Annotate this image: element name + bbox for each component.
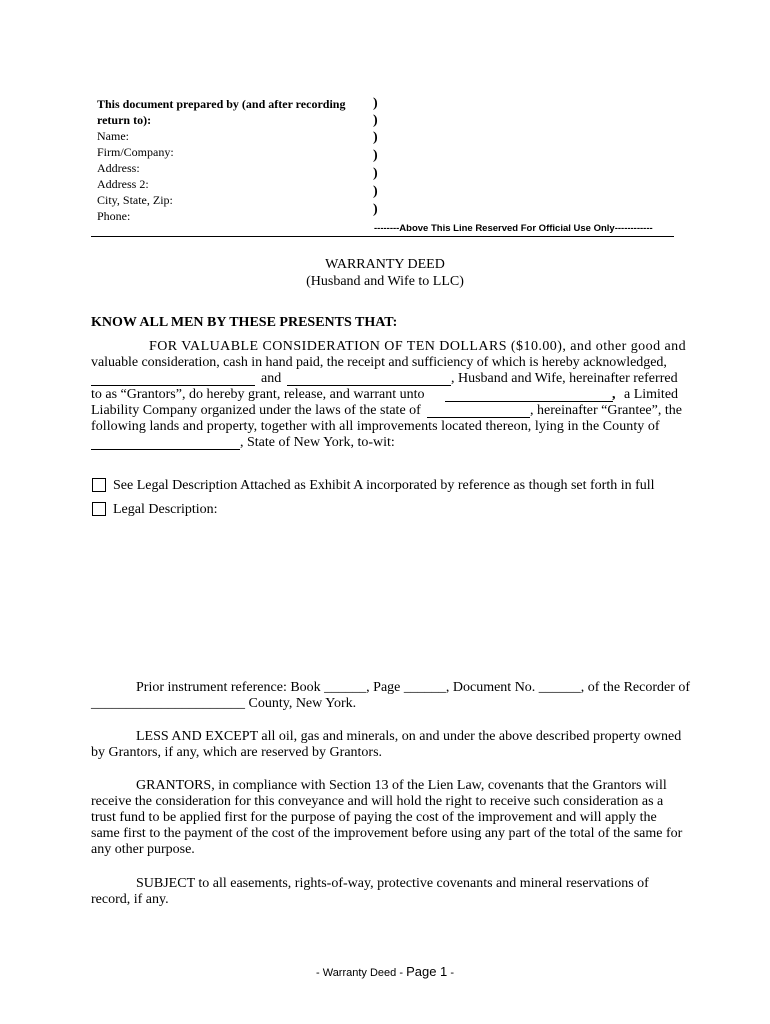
footer-suffix: -	[447, 967, 454, 979]
document-title: WARRANTY DEED	[325, 257, 445, 272]
subject-line-2: record, if any.	[91, 892, 169, 907]
paren-3: )	[373, 130, 378, 145]
know-all-heading: KNOW ALL MEN BY THESE PRESENTS THAT:	[91, 315, 398, 330]
exhibit-checkbox[interactable]	[92, 478, 106, 492]
name-field-label: Name:	[97, 129, 129, 143]
less-except-line-2: by Grantors, if any, which are reserved by Grantors.	[91, 745, 383, 760]
limited-text: a Limited	[624, 387, 679, 402]
paren-2: )	[373, 113, 378, 128]
page-footer	[0, 964, 770, 979]
consideration-line-5	[91, 402, 680, 419]
firm-field-label: Firm/Company:	[97, 145, 174, 159]
consideration-line-4	[91, 386, 680, 403]
phone-field-label: Phone:	[97, 209, 131, 223]
county-blank[interactable]	[91, 437, 240, 450]
address2-field-label: Address 2:	[97, 177, 149, 191]
official-use-label: --------Above This Line Reserved For Official Use Only------------	[374, 223, 653, 234]
grant-release-text: to as “Grantors”, do hereby grant, release, and warrant unto	[91, 387, 425, 402]
paren-4: )	[373, 148, 378, 163]
llc-name-blank[interactable]	[445, 389, 613, 402]
grantee-text: , hereinafter “Grantee”, the	[530, 403, 682, 418]
paren-1: )	[373, 96, 378, 111]
less-except-line-1: LESS AND EXCEPT all oil, gas and minerals, on and under the above described property owned	[136, 729, 682, 744]
grantor-2-blank[interactable]	[287, 373, 451, 386]
llc-comma: ,	[612, 387, 616, 402]
prior-instrument-line-2: ______________________ County, New York.	[91, 696, 357, 711]
and-text: and	[261, 371, 282, 386]
document-subtitle: (Husband and Wife to LLC)	[306, 274, 464, 289]
consideration-line-2: valuable consideration, cash in hand paid, the receipt and sufficiency of which is hereby acknowledged,	[91, 355, 667, 370]
paren-7: )	[373, 202, 378, 217]
return-to-label: return to):	[97, 113, 152, 127]
address-field-label: Address:	[97, 161, 140, 175]
state-ny-text: , State of New York, to-wit:	[240, 435, 395, 450]
grantors-line-2: receive the consideration for this conveyance and will hold the right to receive such consideration as a	[91, 794, 664, 809]
official-use-divider	[91, 236, 674, 237]
subject-line-1: SUBJECT to all easements, rights-of-way, protective covenants and mineral reservations of	[136, 876, 649, 891]
paren-6: )	[373, 184, 378, 199]
consideration-text-1: FOR VALUABLE CONSIDERATION OF TEN DOLLARS ($10.00), and other good and	[149, 339, 687, 354]
exhibit-label: See Legal Description Attached as Exhibit A incorporated by reference as though set forth in full	[113, 478, 655, 493]
consideration-line-3	[91, 370, 680, 387]
consideration-line-1	[149, 338, 687, 355]
consideration-line-7	[91, 434, 491, 451]
legal-description-label: Legal Description:	[113, 502, 218, 517]
grantors-line-1: GRANTORS, in compliance with Section 13 of the Lien Law, covenants that the Grantors will	[136, 778, 667, 793]
state-blank[interactable]	[427, 405, 530, 418]
llc-organized-text: Liability Company organized under the laws of the state of	[91, 403, 421, 418]
paren-5: )	[373, 166, 378, 181]
consideration-line-6: following lands and property, together with all improvements located thereon, lying in the County of	[91, 419, 660, 434]
prior-instrument-line-1: Prior instrument reference: Book ______, Page ______, Document No. ______, of the Recorder of	[136, 680, 691, 695]
grantors-line-3: trust fund to be applied first for the purpose of paying the cost of the improvement and will apply the	[91, 810, 657, 825]
grantors-line-5: any other purpose.	[91, 842, 195, 857]
city-state-zip-field-label: City, State, Zip:	[97, 193, 173, 207]
prepared-by-label: This document prepared by (and after recording	[97, 97, 346, 111]
grantor-1-blank[interactable]	[91, 373, 255, 386]
page-number: Page 1	[406, 964, 448, 979]
legal-description-checkbox[interactable]	[92, 502, 106, 516]
grantors-line-4: same first to the payment of the cost of the improvement before using any part of the total of the same for	[91, 826, 683, 841]
husband-wife-text: , Husband and Wife, hereinafter referred	[451, 371, 678, 386]
footer-label: - Warranty Deed -	[316, 967, 407, 979]
